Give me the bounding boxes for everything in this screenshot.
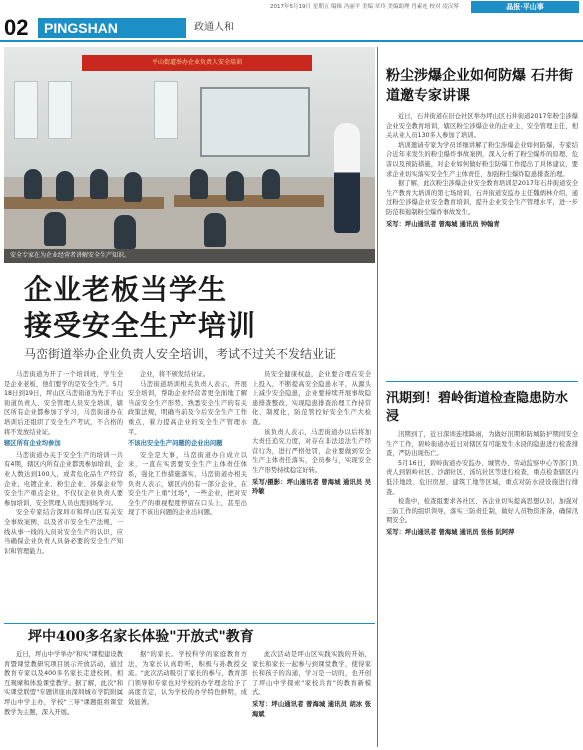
paragraph: 该负责人表示，马峦街道办以后将加大责任追究力度，对存在非法违法生产经营行为，进行严格处罚，企业要做到安全生产主体责任落实，全员参与，实现安全生产形势持续稳定好转。 — [252, 428, 371, 474]
paragraph: 据了解，此次粉尘涉爆企业安全教育培训是2017年石井街道安全生产教育大培训的第七场培训，石井街道安监办主任魏炳林介绍，通过粉尘涉爆企业安全教育培训，提升企业安全生产管理水平，进一步防范和遏制粉尘爆炸事故发生。 — [386, 180, 578, 216]
issue-meta: 2017年5月19日 星期五 编辑 冯丽平 美编 章玲 美编助理 肖素连 校对 凌汉琴 — [270, 4, 459, 10]
article-byline: 采写：坪山通讯者 曾海城 通讯员 钟翰青 — [386, 220, 500, 228]
paragraph: 近日，坪山中学举办"和实"课程建设教育暨课堂教研究项目展示开放活动，通过教育专家以及400多名家长走进校园，相互观摩和体验课堂教学。据了解，此次"和实课堂联盟"专题讲座由深圳城市学院附属坪山中学主办，学校"三导"课题组将课堂教学为主题，深入开展。 — [4, 651, 123, 716]
paragraph: 马峦街道办关于安全生产的培训一共有4期，辖区内所有企业都需参加培训，企业人数达到100人，或者危化品生产经营企业、电镀企业、粉尘企业、涉爆企业等安全生产重点企业，不仅仅企业负责人要参加培训，安全管理人员也需到场学习。 — [4, 451, 123, 507]
photo-attendee — [44, 212, 66, 246]
paragraph: 员安全健康权益，企业要合理在安全上投入，不断提高安全隐患水平，从源头上减少安全隐患，企业要持续开展事故隐患排查整改，实现隐患排查治理工作持常化、制度化，防范管控好安全生产大检查。 — [252, 371, 371, 426]
article-byline: 采写：坪山通讯者 曾海城 通讯员 胡冰 张海斌 — [252, 700, 371, 718]
article-byline: 采写/摄影：坪山通讯者 曾海城 通讯员 吴玲敏 — [252, 478, 371, 496]
page-header — [0, 0, 583, 42]
second-article-column-2 — [128, 650, 247, 748]
paragraph: 此次活动是坪山区实践实践的开始，家长和家长一起参与到课堂教学，使得家长和孩子的沟通，学习是一切的，也开创了坪山中学探索"家校共育"的教育新模式。 — [252, 651, 371, 697]
section-divider — [4, 623, 375, 624]
article-byline: 采写：坪山通讯者 曾海城 通讯员 张杨 阮阿萍 — [386, 528, 515, 536]
photo-caption: 安全专家在为企业经营者讲解安全生产知识。 — [4, 249, 375, 263]
photo-screen — [200, 87, 310, 157]
photo-window — [48, 81, 72, 139]
photo-banner: 平山街道举办企业负责人安全培训 — [82, 55, 312, 71]
photo-attendee — [124, 172, 142, 202]
article-subheading: 辖区所有企业均参加 — [4, 440, 61, 448]
right-bottom-title: 汛期到！碧岭街道检查隐患防水浸 — [386, 391, 569, 424]
photo-attendee — [114, 215, 136, 249]
article-column-2 — [128, 370, 247, 620]
right-divider — [386, 381, 578, 382]
second-article-title: 坪中400多名家长体验"开放式"教育 — [28, 629, 254, 645]
paragraph: 汛期到了，近日深圳连续降雨，为做好汛期和防城防护期间安全生产工作，碧岭街道办近日对辖区有可能发生水浸的隐患进行检查排查，严防出现伤亡。 — [386, 431, 578, 458]
section-name-zh: 政通人和 — [194, 22, 234, 33]
masthead-logo: 晶报·平山事 — [471, 1, 579, 13]
article-subheading: 不该出安全生产问题的企业出问题 — [128, 440, 223, 448]
article-column-1 — [4, 370, 123, 620]
section-name-en: PINGSHAN — [38, 18, 186, 38]
headline-line-1: 企业老板当学生 — [24, 273, 228, 306]
main-headline — [24, 272, 354, 344]
right-top-title: 粉尘涉爆企业如何防爆 石井街道邀专家讲课 — [386, 68, 573, 104]
main-subhead: 马峦街道举办企业负责人安全培训，考试不过关不发结业证 — [24, 347, 337, 361]
paragraph: 安全是大事，马峦街道办自成立以来，一直在实需要安全生产主体责任体系，强化工作措施落实，马峦街道办相关负责人表示，辖区内仍有一部分企业，在安全生产上重"过场"，一些企业，把对安全生产的重视程度停留在口头上，甚至出现了不该出问题的企业出问题。 — [128, 451, 247, 517]
paragraph: 安全专家结合深圳市和坪山区有关安全事故案例，以及省市安全生产法规，一线从事一线的人员对安全生产的认识，应当确保企业负责人具备必要的安全生产知识和管理能力。 — [4, 509, 123, 555]
photo-speaker — [334, 123, 360, 233]
paragraph: 马峦街道为开了一个培训班，学生全是企业老板，他们要学的是安全生产。5月18日到19日，坪山区马峦街道为先于平山街道负责人、安全管理人员安全培训，辖区所有企业都参加了学习，马峦街道办在培训后还组织了安全生产考试，不合格的将不发放结业证。 — [4, 371, 123, 436]
header-rule — [0, 40, 583, 42]
article-column-3 — [252, 370, 371, 620]
headline-line-2: 接受安全生产培训 — [24, 309, 257, 342]
photo-attendee — [190, 169, 208, 199]
paragraph: 马峦街道培训相关负责人表示，开展安全培训，帮助企业经营者更全面地了解当前安全生产形势，熟悉安全生产的有关政策法规，明确当前及今后安全生产工作重点，着力提高企业的安全生产管理水平。 — [128, 380, 247, 436]
right-bottom-body — [386, 430, 578, 748]
paragraph: 近日，石井街道在旧仓社区举办坪山区石井街道2017年粉尘涉爆企业安全教育培训，辖区粉尘涉爆企业的企业主、安全管理主任、相关从业人员130多人参加了培训。 — [386, 113, 578, 140]
right-top-body — [386, 112, 578, 376]
paragraph: 据"的家长。学校科学的家庭教育方法，为家长认真聆听，积极与孙教授交流。"此次活动吸引了家长的参与，教育部门领导和专家也对学校的办学理念给予了高度肯定，认为学校的办学特色鲜明，成效显著。 — [128, 651, 247, 706]
photo-attendee — [56, 171, 74, 201]
paragraph: 检查中，检查组要求各社区、各企业切实提高思想认识，加强对三防工作的组织领导，落实三防责任制，做好人员物资准备，确保汛期安全。 — [386, 498, 578, 525]
column-divider — [377, 47, 378, 747]
second-article-column-1 — [4, 650, 123, 748]
training-photo — [4, 47, 375, 263]
page-number: 02 — [4, 15, 29, 40]
second-article-column-3 — [252, 650, 371, 748]
paragraph: 企业，将不颁发结业证。 — [140, 371, 210, 378]
photo-attendee — [204, 213, 226, 247]
photo-attendee — [90, 169, 108, 199]
photo-attendee — [226, 171, 244, 201]
paragraph: 5月16日，碧岭街道办安监办、城管办、劳动监察中心等部门负责人到碧岭社区、沙湖社区、汤坑社区等进行检查，重点检查辖区内低洼地段、危旧房屋、建筑工地等区域，重点对防水浸设施进行排查。 — [386, 459, 578, 496]
paragraph: 培训邀请专家为学员详细讲解了粉尘涉爆企业如何防爆，专家结合近年来发生的粉尘爆炸事故案例，深入分析了粉尘爆炸的原理、危害以及预防措施，对企业如何做好粉尘防爆工作提出了具体建议，要求企业切实落实安全生产主体责任，加强粉尘爆炸隐患排查治理。 — [386, 141, 578, 178]
photo-attendee — [24, 169, 42, 199]
photo-window — [154, 81, 178, 139]
photo-window — [14, 81, 38, 139]
photo-attendee — [262, 169, 280, 199]
